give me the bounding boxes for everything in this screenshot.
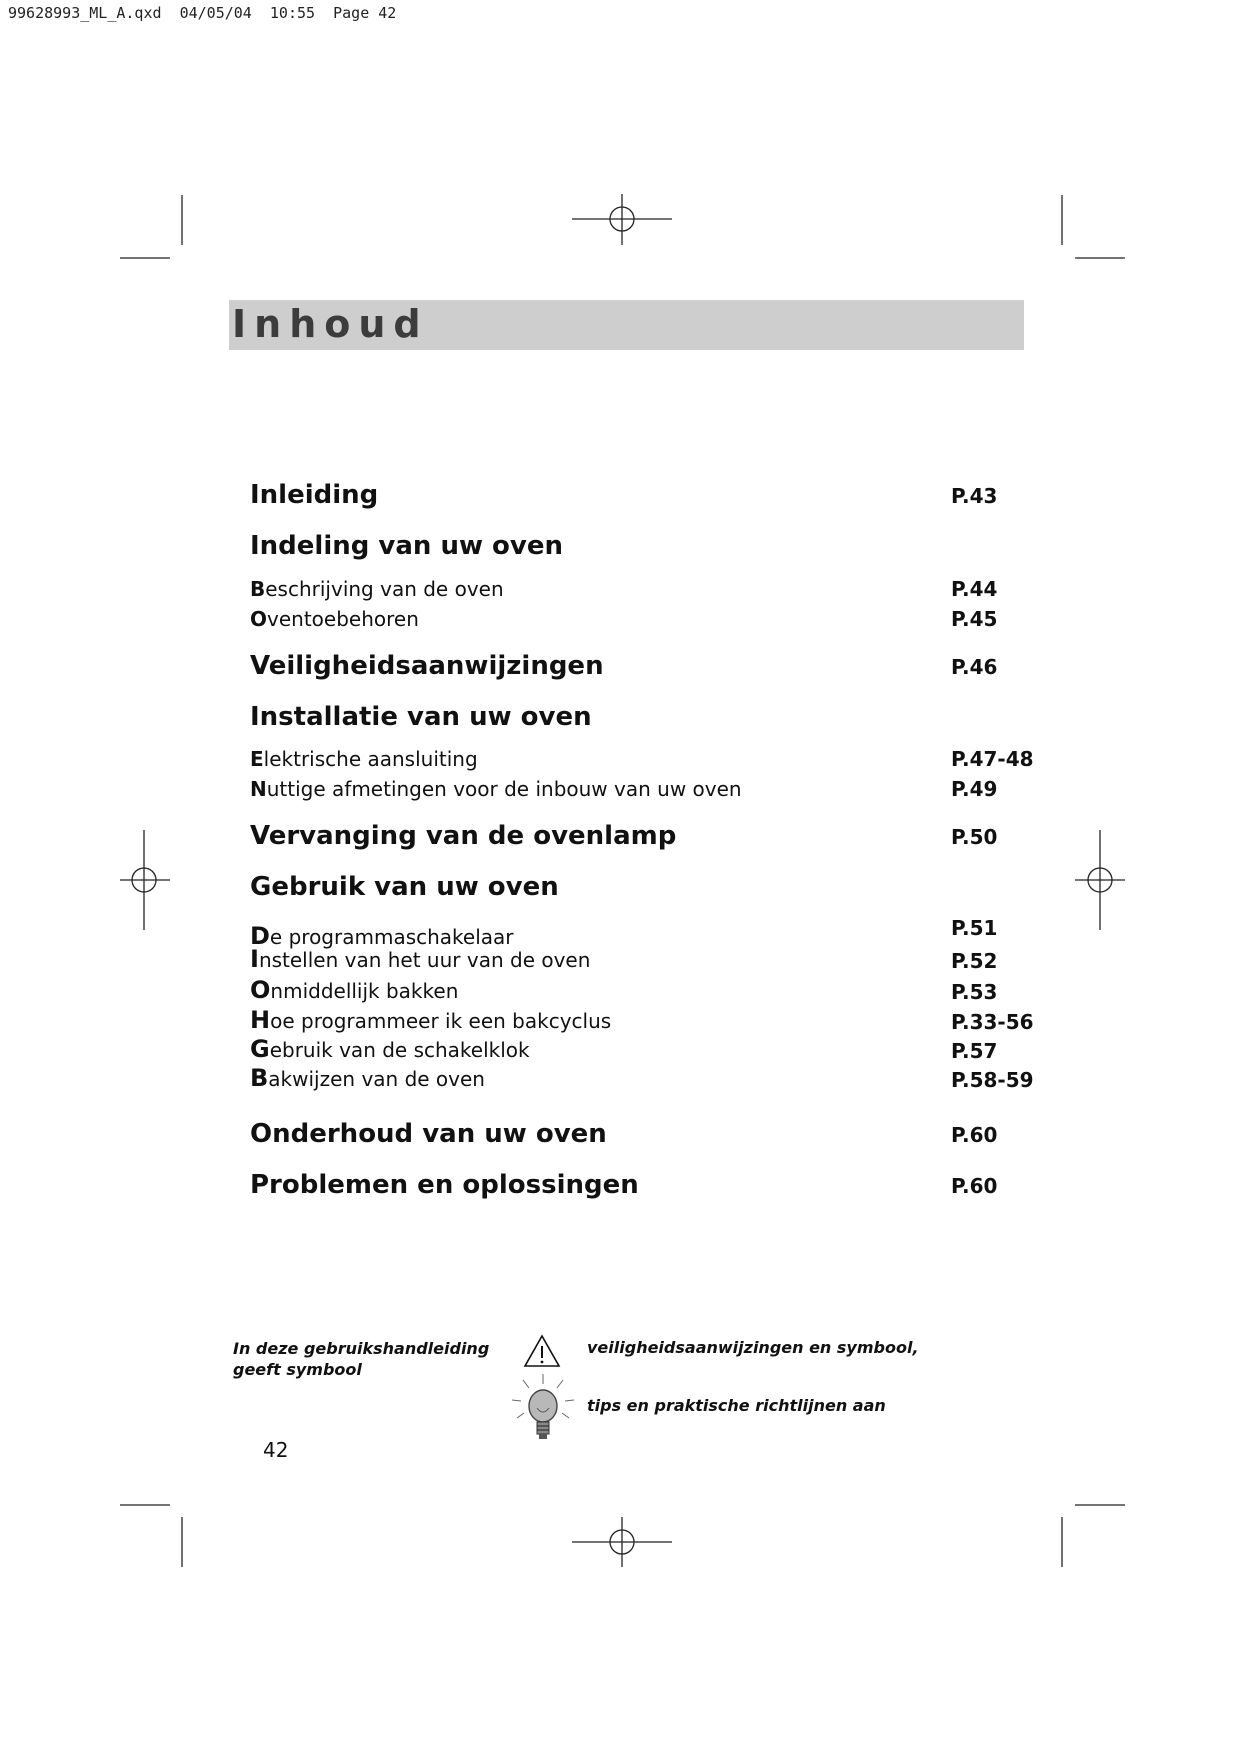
toc-page: P.60 bbox=[951, 1174, 998, 1198]
page-title: Inhoud bbox=[232, 302, 429, 346]
toc-subitem: Elektrische aansluiting bbox=[250, 747, 478, 771]
toc-subitem: Bakwijzen van de oven bbox=[250, 1064, 485, 1092]
toc-subrow[interactable] bbox=[250, 771, 1070, 805]
toc-page: P.57 bbox=[951, 1039, 998, 1063]
toc-subitem: Onmiddellijk bakken bbox=[250, 976, 459, 1004]
toc-subrow[interactable] bbox=[250, 943, 1070, 977]
page-number: 42 bbox=[263, 1438, 289, 1462]
toc-row-installatie[interactable] bbox=[250, 700, 1070, 734]
toc-subitem: Hoe programmeer ik een bakcyclus bbox=[250, 1006, 612, 1034]
toc-heading: Onderhoud van uw oven bbox=[250, 1119, 607, 1149]
toc-subrow[interactable] bbox=[250, 974, 1070, 1008]
legend-intro: In deze gebruikshandleiding geeft symbool bbox=[233, 1339, 490, 1379]
toc-row-inleiding[interactable] bbox=[250, 478, 1070, 512]
toc-page: P.45 bbox=[951, 607, 998, 631]
toc-page: P.51 bbox=[951, 916, 998, 940]
toc-subitem: Oventoebehoren bbox=[250, 607, 419, 631]
toc-page: P.43 bbox=[951, 484, 998, 508]
toc-page: P.49 bbox=[951, 777, 998, 801]
toc-subitem: Gebruik van de schakelklok bbox=[250, 1035, 530, 1063]
toc-row-problemen[interactable] bbox=[250, 1168, 1070, 1202]
toc-page: P.50 bbox=[951, 825, 998, 849]
toc-row-indeling[interactable] bbox=[250, 529, 1070, 563]
toc-page: P.46 bbox=[951, 655, 998, 679]
toc-subrow[interactable] bbox=[250, 601, 1070, 635]
toc-heading: Gebruik van uw oven bbox=[250, 872, 559, 902]
toc-heading: Indeling van uw oven bbox=[250, 531, 564, 561]
legend-warning-text: veiligheidsaanwijzingen en symbool, bbox=[587, 1338, 919, 1357]
toc-subrow[interactable] bbox=[250, 571, 1070, 605]
toc-page: P.60 bbox=[951, 1123, 998, 1147]
toc-subitem: De programmaschakelaar bbox=[250, 922, 514, 950]
toc-subrow[interactable] bbox=[250, 1062, 1070, 1096]
toc-heading: Veiligheidsaanwijzingen bbox=[250, 651, 604, 681]
toc-page: P.47-48 bbox=[951, 747, 1034, 771]
toc-page: P.53 bbox=[951, 980, 998, 1004]
toc-heading: Inleiding bbox=[250, 480, 379, 510]
toc-subitem: Instellen van het uur van de oven bbox=[250, 945, 591, 973]
light-bulb-icon bbox=[511, 1372, 575, 1448]
toc-heading: Installatie van uw oven bbox=[250, 702, 592, 732]
toc-page: P.44 bbox=[951, 577, 998, 601]
toc-subitem: Beschrijving van de oven bbox=[250, 577, 504, 601]
warning-triangle-icon bbox=[523, 1334, 561, 1368]
toc-row-vervanging[interactable] bbox=[250, 819, 1070, 853]
toc-page: P.52 bbox=[951, 949, 998, 973]
legend-tips-text: tips en praktische richtlijnen aan bbox=[587, 1396, 886, 1415]
toc-row-gebruik[interactable] bbox=[250, 870, 1070, 904]
toc-subrow[interactable] bbox=[250, 741, 1070, 775]
toc-heading: Problemen en oplossingen bbox=[250, 1170, 639, 1200]
toc-subitem: Nuttige afmetingen voor de inbouw van uw oven bbox=[250, 777, 742, 801]
toc-page: P.58-59 bbox=[951, 1068, 1034, 1092]
toc-page: P.33-56 bbox=[951, 1010, 1034, 1034]
toc-heading: Vervanging van de ovenlamp bbox=[250, 821, 677, 851]
toc-row-veiligheid[interactable] bbox=[250, 649, 1070, 683]
file-slug: 99628993_ML_A.qxd 04/05/04 10:55 Page 42 bbox=[8, 4, 397, 22]
toc-row-onderhoud[interactable] bbox=[250, 1117, 1070, 1151]
